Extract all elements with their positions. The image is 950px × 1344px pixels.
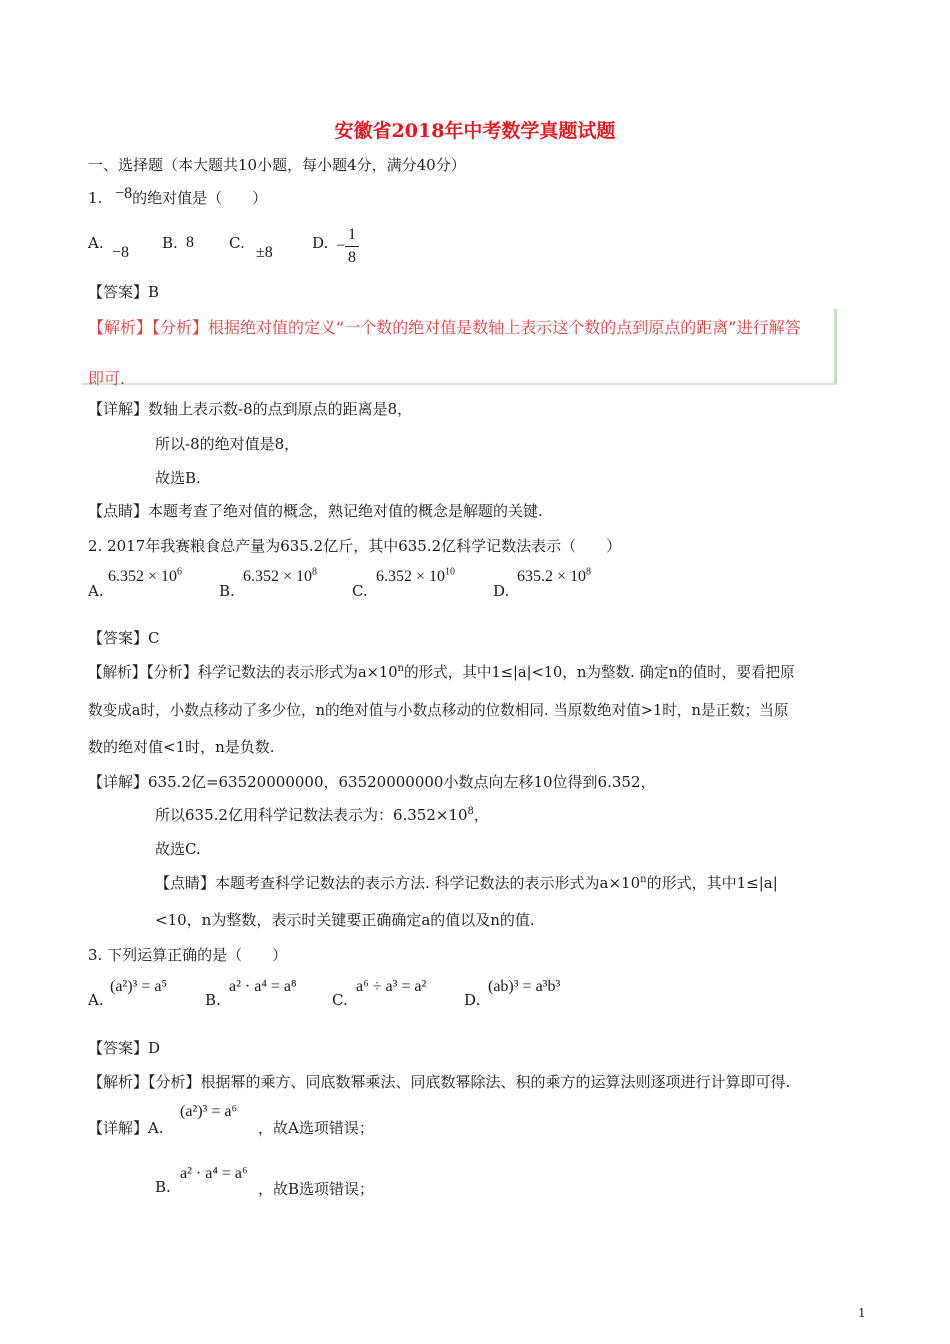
fraction-denominator: 8 (348, 249, 357, 266)
q2-detail-2 (155, 804, 489, 825)
q2-detail-3: 故选C. (155, 840, 201, 858)
q2-option-c-label: C. (352, 582, 368, 600)
q1-analysis-line1: 【解析】【分析】根据绝对值的定义“一个数的绝对值是数轴上表示这个数的点到原点的距离”进行解答 (88, 318, 801, 337)
superscript: n (640, 874, 647, 885)
option-base: 6.352 × 10 (243, 568, 313, 585)
q2-analysis-line2: 数变成a时，小数点移动了多少位，n的绝对值与小数点移动的位数相同. 当原数绝对值>1时，n是正数；当原 (88, 702, 789, 719)
q3-detail-b-prefix: B. (155, 1178, 171, 1196)
option-exponent: 6 (177, 566, 183, 578)
q2-analysis-line3: 数的绝对值<1时，n是负数. (88, 738, 275, 756)
q3-option-b-label: B. (205, 991, 221, 1009)
q2-option-a-value (108, 568, 182, 586)
q2-option-c-value (376, 568, 455, 586)
q1-option-a-label: A. (88, 234, 104, 252)
q1-number: 1. (88, 189, 103, 207)
q3-analysis: 【解析】【分析】根据幂的乘方、同底数幂乘法、同底数幂除法、积的乘方的运算法则逐项进行计算即可得. (88, 1073, 791, 1091)
text-part: 的形式，其中1≤|a|<10，n为整数. 确定n的值时，要看把原 (403, 664, 795, 681)
q3-detail-b-expr: a² · a⁴ = a⁶ (180, 1165, 248, 1182)
q3-detail-a-suffix: ，故A选项错误； (258, 1119, 374, 1137)
q1-option-d-sign: − (336, 237, 346, 255)
q3-detail-a-prefix: 【详解】A. (88, 1119, 164, 1137)
option-base: 635.2 × 10 (517, 568, 587, 585)
q3-option-a-expr: (a²)³ = a⁵ (110, 978, 168, 995)
option-exponent: 10 (445, 566, 456, 578)
text-part: 所以635.2亿用科学记数法表示为：6.352×10 (155, 806, 468, 824)
q3-option-c-label: C. (332, 991, 348, 1009)
q2-comment-line1 (155, 872, 778, 893)
option-base: 6.352 × 10 (108, 568, 178, 585)
q3-option-d-expr: (ab)³ = a³b³ (488, 978, 561, 995)
text-part: ， (473, 806, 489, 824)
superscript: n (397, 663, 404, 675)
q1-option-d-value (336, 226, 359, 267)
q1-answer: 【答案】B (88, 283, 160, 301)
q2-detail-1: 【详解】635.2亿=63520000000，63520000000小数点向左移10位得到6.352， (88, 773, 656, 791)
q1-stem-text: 的绝对值是（ ） (132, 189, 268, 207)
option-exponent: 8 (312, 566, 318, 578)
q1-comment: 【点睛】本题考查了绝对值的概念，熟记绝对值的概念是解题的关键. (88, 502, 543, 520)
q1-detail-3: 故选B. (155, 469, 201, 487)
fraction (345, 226, 359, 267)
page-number: 1 (858, 1306, 866, 1320)
q1-option-b-value: 8 (186, 234, 194, 251)
q1-option-c-label: C. (229, 234, 245, 252)
q3-detail-b-suffix: ，故B选项错误； (258, 1180, 375, 1198)
q2-analysis-line1 (88, 661, 795, 682)
q1-detail-1: 【详解】数轴上表示数-8的点到原点的距离是8， (88, 400, 413, 418)
q3-option-b-expr: a² · a⁴ = a⁸ (229, 978, 297, 995)
q3-stem: 3. 下列运算正确的是（ ） (88, 946, 288, 964)
q1-stem-math: −8 (115, 185, 133, 202)
q3-option-d-label: D. (464, 991, 481, 1009)
q1-detail-2: 所以-8的绝对值是8， (155, 435, 300, 453)
q2-option-b-label: B. (219, 582, 235, 600)
q2-comment-line2: <10，n为整数，表示时关键要正确确定a的值以及n的值. (155, 911, 535, 929)
q2-answer: 【答案】C (88, 629, 160, 647)
superscript: 8 (467, 806, 474, 817)
q1-analysis-line2: 即可. (88, 369, 126, 388)
option-base: 6.352 × 10 (376, 568, 446, 585)
q1-option-b-label: B. (162, 234, 178, 252)
section-heading: 一、选择题（本大题共10小题，每小题4分，满分40分） (88, 156, 466, 174)
q1-option-c-value: ±8 (256, 244, 273, 261)
text-part: 【解析】【分析】科学记数法的表示形式为a×10 (88, 664, 398, 681)
q2-option-b-value (243, 568, 317, 586)
q3-option-a-label: A. (88, 991, 104, 1009)
q2-stem: 2. 2017年我赛粮食总产量为635.2亿斤，其中635.2亿科学记数法表示（ ） (88, 537, 622, 555)
page-title: 安徽省2018年中考数学真题试题 (334, 120, 616, 142)
text-part: 的形式，其中1≤|a| (646, 874, 778, 892)
q3-answer: 【答案】D (88, 1039, 161, 1057)
fraction-numerator: 1 (345, 226, 359, 247)
q1-stem (88, 187, 267, 208)
q3-option-c-expr: a⁶ ÷ a³ = a² (356, 978, 427, 995)
text-part: 【点睛】本题考查科学记数法的表示方法. 科学记数法的表示形式为a×10 (155, 874, 641, 892)
q3-detail-a-expr: (a²)³ = a⁶ (180, 1103, 238, 1120)
q2-option-d-value (517, 568, 591, 586)
q1-option-a-value: −8 (112, 244, 130, 261)
option-exponent: 8 (586, 566, 592, 578)
q2-option-d-label: D. (493, 582, 510, 600)
q2-option-a-label: A. (88, 582, 104, 600)
q1-option-d-label: D. (312, 234, 329, 252)
